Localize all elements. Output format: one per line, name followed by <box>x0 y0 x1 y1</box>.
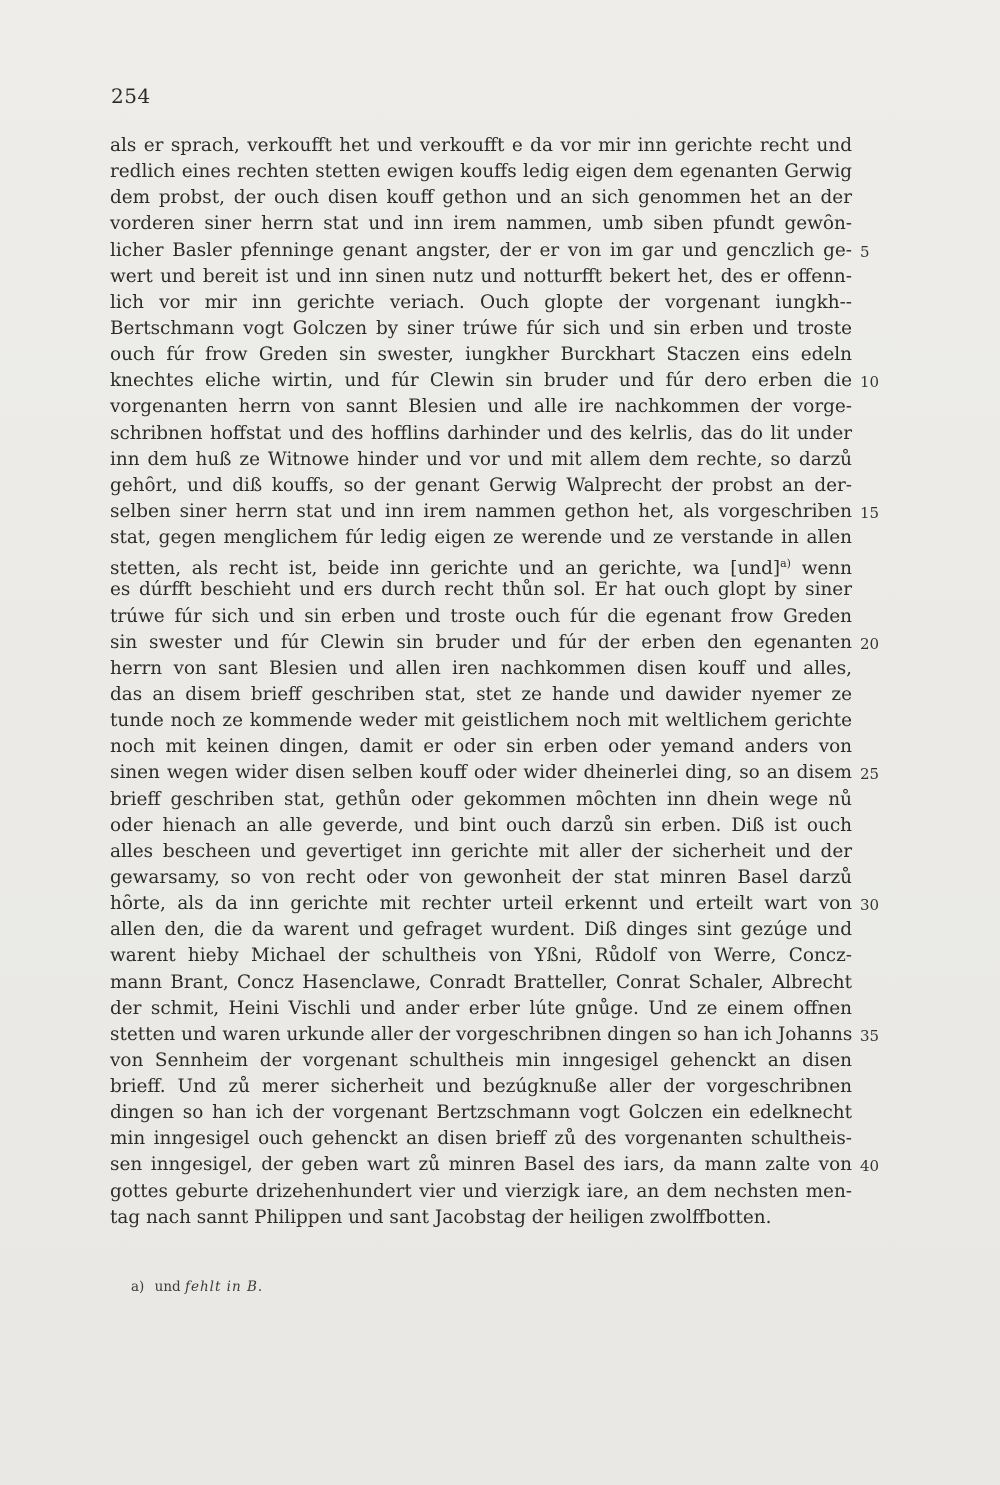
text-line-content: warent hieby Michael der schultheis von Yßni, Růdolf von Werre, Concz- <box>110 945 852 967</box>
footnote-marker: a) <box>780 557 791 571</box>
text-line-content: schribnen hoffstat und des hofflins darhinder und des kelrlis, das do lit under <box>110 422 852 444</box>
text-line-content: gottes geburte drizehenhundert vier und vierzigk iare, an dem nechsten men- <box>110 1180 852 1202</box>
text-line-content: hȏrte, als da inn gerichte mit rechter urteil erkennt und erteilt wart von <box>110 893 852 915</box>
text-line <box>110 368 880 394</box>
text-line-content: oder hienach an alle geverde, und bint ouch darzů sin erben. Diß ist ouch <box>110 814 852 836</box>
text-line-content: stetten, als recht ist, beide inn gerichte und an gerichte, wa [und]$^{a)}$ wenn <box>110 557 853 580</box>
line-number: 25 <box>860 765 880 784</box>
text-line <box>110 891 880 917</box>
text-line-content: stetten und waren urkunde aller der vorgeschribnen dingen so han ich Johanns <box>110 1023 853 1045</box>
line-number: 5 <box>860 242 870 261</box>
text-line <box>110 1179 852 1205</box>
text-line-content: mann Brant, Concz Hasenclawe, Conradt Bratteller, Conrat Schaler, Albrecht <box>110 971 852 993</box>
line-number: 40 <box>860 1157 880 1176</box>
text-line <box>110 970 852 996</box>
text-line <box>110 421 852 447</box>
text-line-content: brieff geschriben stat, gethůn oder gekommen mȏchten inn dhein wege nů <box>110 788 852 810</box>
text-line <box>110 787 852 813</box>
text-line <box>110 630 880 656</box>
text-line <box>110 1152 880 1178</box>
text-line <box>110 238 870 264</box>
text-line-content: dem probst, der ouch disen kouff gethon und an sich genommen het an der <box>110 187 852 209</box>
text-line-content: allen den, die da warent und gefraget wurdent. Diß dinges sint gezúge und <box>110 919 852 941</box>
line-number: 15 <box>860 503 880 522</box>
text-line <box>110 264 852 290</box>
text-line <box>110 1048 852 1074</box>
text-line <box>110 604 852 630</box>
text-line-content: min inngesigel ouch gehenckt an disen brieff zů des vorgenanten schultheis- <box>110 1128 852 1150</box>
footnote <box>131 1279 263 1295</box>
text-line <box>110 394 852 420</box>
text-line-content: der schmit, Heini Vischli und ander erber lúte gnůge. Und ze einem offnen <box>110 997 852 1019</box>
text-line <box>110 1074 852 1100</box>
text-line-content: gewarsamy, so von recht oder von gewonheit der stat minren Basel darzů <box>110 866 852 888</box>
text-line <box>110 682 852 708</box>
text-line <box>110 917 852 943</box>
line-number: 30 <box>860 896 880 915</box>
text-line-content: trúwe fúr sich und sin erben und troste ouch fúr die egenant frow Greden <box>110 605 852 627</box>
text-line-content: licher Basler pfenninge genant angster, der er von im gar und genczlich ge- <box>110 239 852 261</box>
text-line-content: sen inngesigel, der geben wart zů minren Basel des iars, da mann zalte von <box>110 1154 852 1176</box>
text-line <box>110 865 852 891</box>
text-line <box>110 656 852 682</box>
text-line-content: es dúrfft beschieht und ers durch recht thůn sol. Er hat ouch glopt by siner <box>110 579 852 601</box>
footnote-word: und <box>154 1279 181 1295</box>
line-number: 20 <box>860 634 880 653</box>
text-line-content: knechtes eliche wirtin, und fúr Clewin sin bruder und fúr dero erben die <box>110 370 852 392</box>
text-line <box>110 525 852 551</box>
text-line-content: alles bescheen und gevertiget inn gerichte mit aller der sicherheit und der <box>110 840 852 862</box>
text-line-content: von Sennheim der vorgenant schultheis min inngesigel gehenckt an disen <box>110 1049 852 1071</box>
text-line-content: lich vor mir inn gerichte veriach. Ouch glopte der vorgenant iungkh-- <box>110 291 852 313</box>
text-line-content: gehȏrt, und diß kouffs, so der genant Gerwig Walprecht der probst an der- <box>110 474 852 496</box>
text-line <box>110 185 852 211</box>
footnote-note: fehlt in B. <box>184 1279 264 1295</box>
text-line-content: inn dem huß ze Witnowe hinder und vor und mit allem dem rechte, so darzů <box>110 448 852 470</box>
text-line-content: stat, gegen menglichem fúr ledig eigen ze werende und ze verstande in allen <box>110 527 852 549</box>
text-line <box>110 1100 852 1126</box>
text-line-content: sin swester und fúr Clewin sin bruder und fúr der erben den egenanten <box>110 631 852 653</box>
text-line-content: ouch fúr frow Greden sin swester, iungkher Burckhart Staczen eins edeln <box>110 344 852 366</box>
text-line <box>110 316 852 342</box>
text-line <box>110 211 852 237</box>
text-line <box>110 996 852 1022</box>
text-line <box>110 734 852 760</box>
text-line <box>110 760 880 786</box>
text-line <box>110 943 852 969</box>
text-line-content: als er sprach, verkoufft het und verkoufft e da vor mir inn gerichte recht und <box>110 135 852 156</box>
text-line <box>110 839 852 865</box>
text-line-content: dingen so han ich der vorgenant Bertzschmann vogt Golczen ein edelknecht <box>110 1102 852 1124</box>
text-line-content: wert und bereit ist und inn sinen nutz und notturfft bekert het, des er offenn- <box>110 265 852 287</box>
text-line <box>110 577 852 603</box>
line-number: 10 <box>860 373 880 392</box>
text-line-content: vorgenanten herrn von sannt Blesien und alle ire nachkommen der vorge- <box>110 396 852 418</box>
text-line-content: brieff. Und zů merer sicherheit und bezúgknuße aller der vorgeschribnen <box>110 1076 852 1098</box>
text-line <box>110 447 852 473</box>
text-line <box>110 813 852 839</box>
text-line <box>110 473 852 499</box>
text-line-content: redlich eines rechten stetten ewigen kouffs ledig eigen dem egenanten Gerwig <box>110 161 852 183</box>
text-line-content: das an disem brieff geschriben stat, stet ze hande und dawider nyemer ze <box>110 683 852 705</box>
text-line-content: selben siner herrn stat und inn irem nammen gethon het, als vorgeschriben <box>110 500 852 522</box>
text-line <box>110 499 880 525</box>
text-line <box>110 1205 800 1231</box>
text-line <box>110 342 852 368</box>
line-number: 35 <box>860 1026 880 1045</box>
text-line <box>110 159 852 185</box>
page-number: 254 <box>111 84 151 108</box>
text-line <box>110 551 853 580</box>
text-line-content: Bertschmann vogt Golczen by siner trúwe fúr sich und sin erben und troste <box>110 317 852 339</box>
body-text <box>110 133 880 1231</box>
text-line <box>110 1126 852 1152</box>
text-line <box>110 290 852 316</box>
text-line-content: noch mit keinen dingen, damit er oder sin erben oder yemand anders von <box>110 736 852 758</box>
text-line-content: herrn von sant Blesien und allen iren nachkommen disen kouff und alles, <box>110 657 852 679</box>
footnote-label: a) <box>131 1279 145 1295</box>
text-line-content: tag nach sannt Philippen und sant Jacobstag der heiligen zwolffbotten. <box>110 1206 772 1228</box>
text-line <box>110 708 852 734</box>
text-line-content: tunde noch ze kommende weder mit geistlichem noch mit weltlichem gerichte <box>110 710 852 732</box>
text-line-content: vorderen siner herrn stat und inn irem nammen, umb siben pfundt gewȏn- <box>110 213 852 235</box>
text-line <box>110 1022 880 1048</box>
text-line-content: sinen wegen wider disen selben kouff oder wider dheinerlei ding, so an disem <box>110 762 852 784</box>
text-line <box>110 133 852 159</box>
